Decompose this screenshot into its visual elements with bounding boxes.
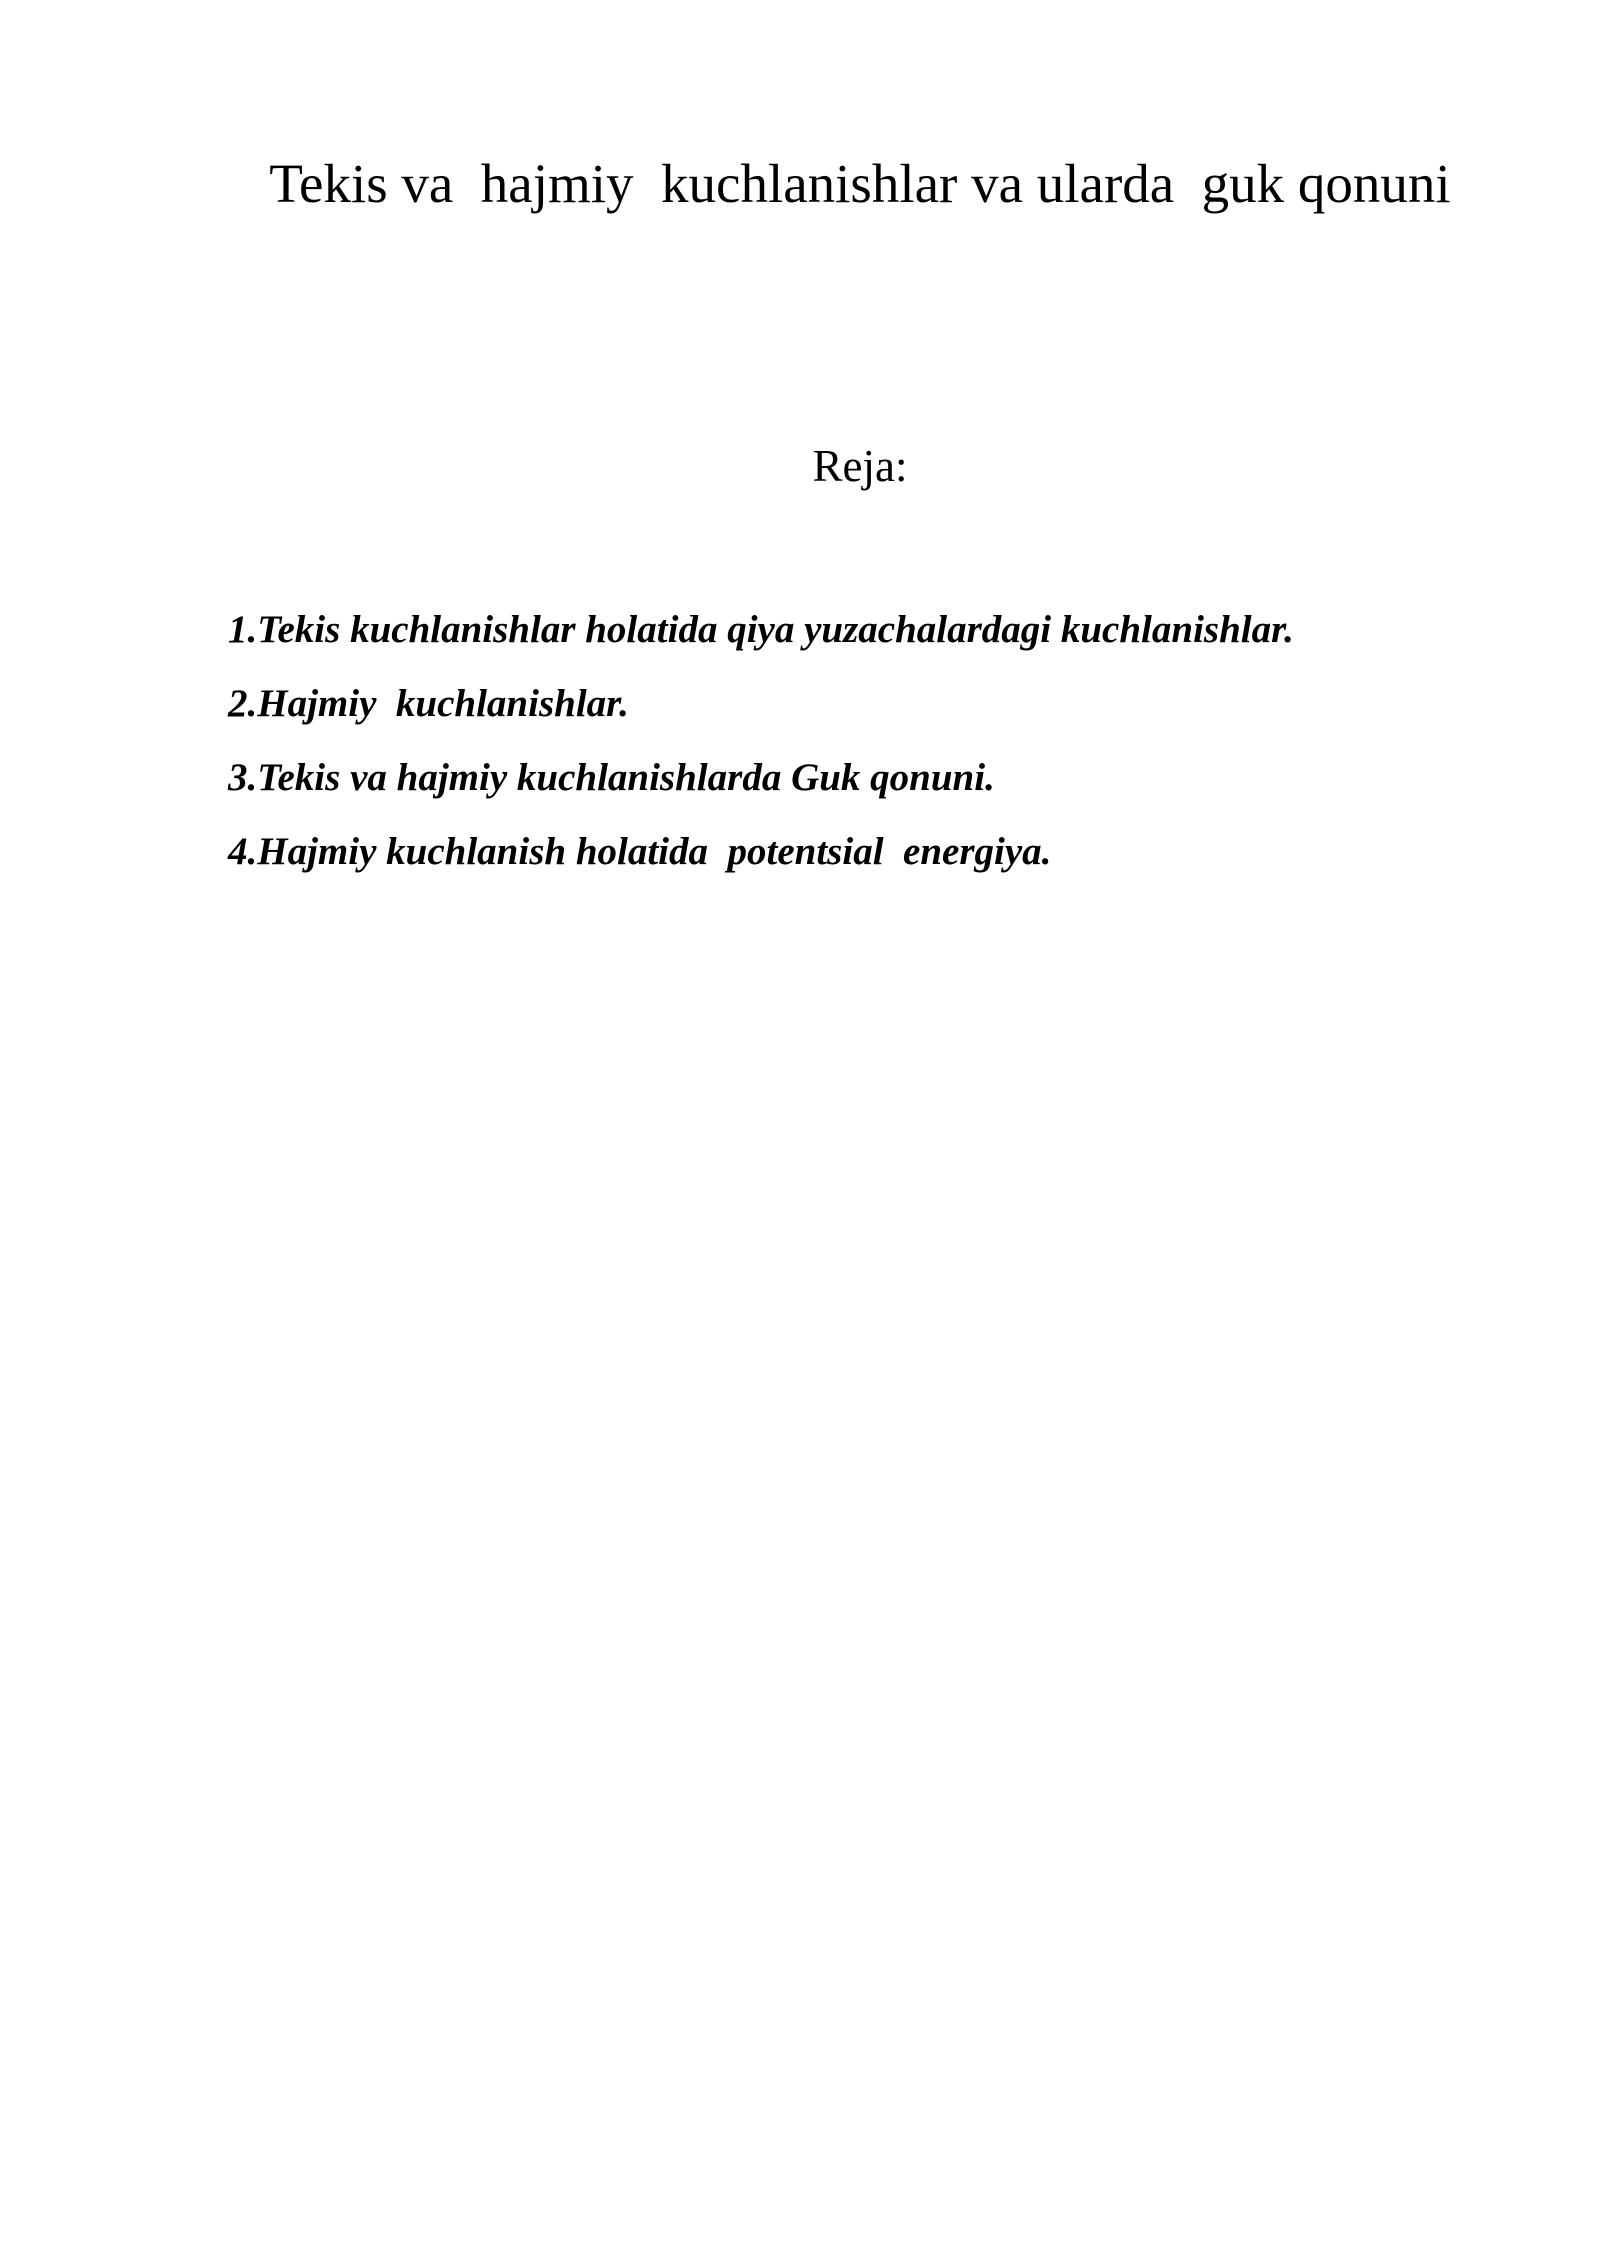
- plan-item: 1.Tekis kuchlanishlar holatida qiya yuzachalardagi kuchlanishlar.: [228, 608, 1294, 651]
- plan-heading: Reja:: [812, 441, 908, 491]
- plan-item: 4.Hajmiy kuchlanish holatida potentsial energiya.: [228, 830, 1052, 873]
- document-title: Tekis va hajmiy kuchlanishlar va ularda guk qonuni: [269, 153, 1451, 214]
- plan-list: [228, 605, 1528, 901]
- plan-item: 3.Tekis va hajmiy kuchlanishlarda Guk qonuni.: [228, 756, 995, 799]
- plan-item: 2.Hajmiy kuchlanishlar.: [228, 682, 629, 725]
